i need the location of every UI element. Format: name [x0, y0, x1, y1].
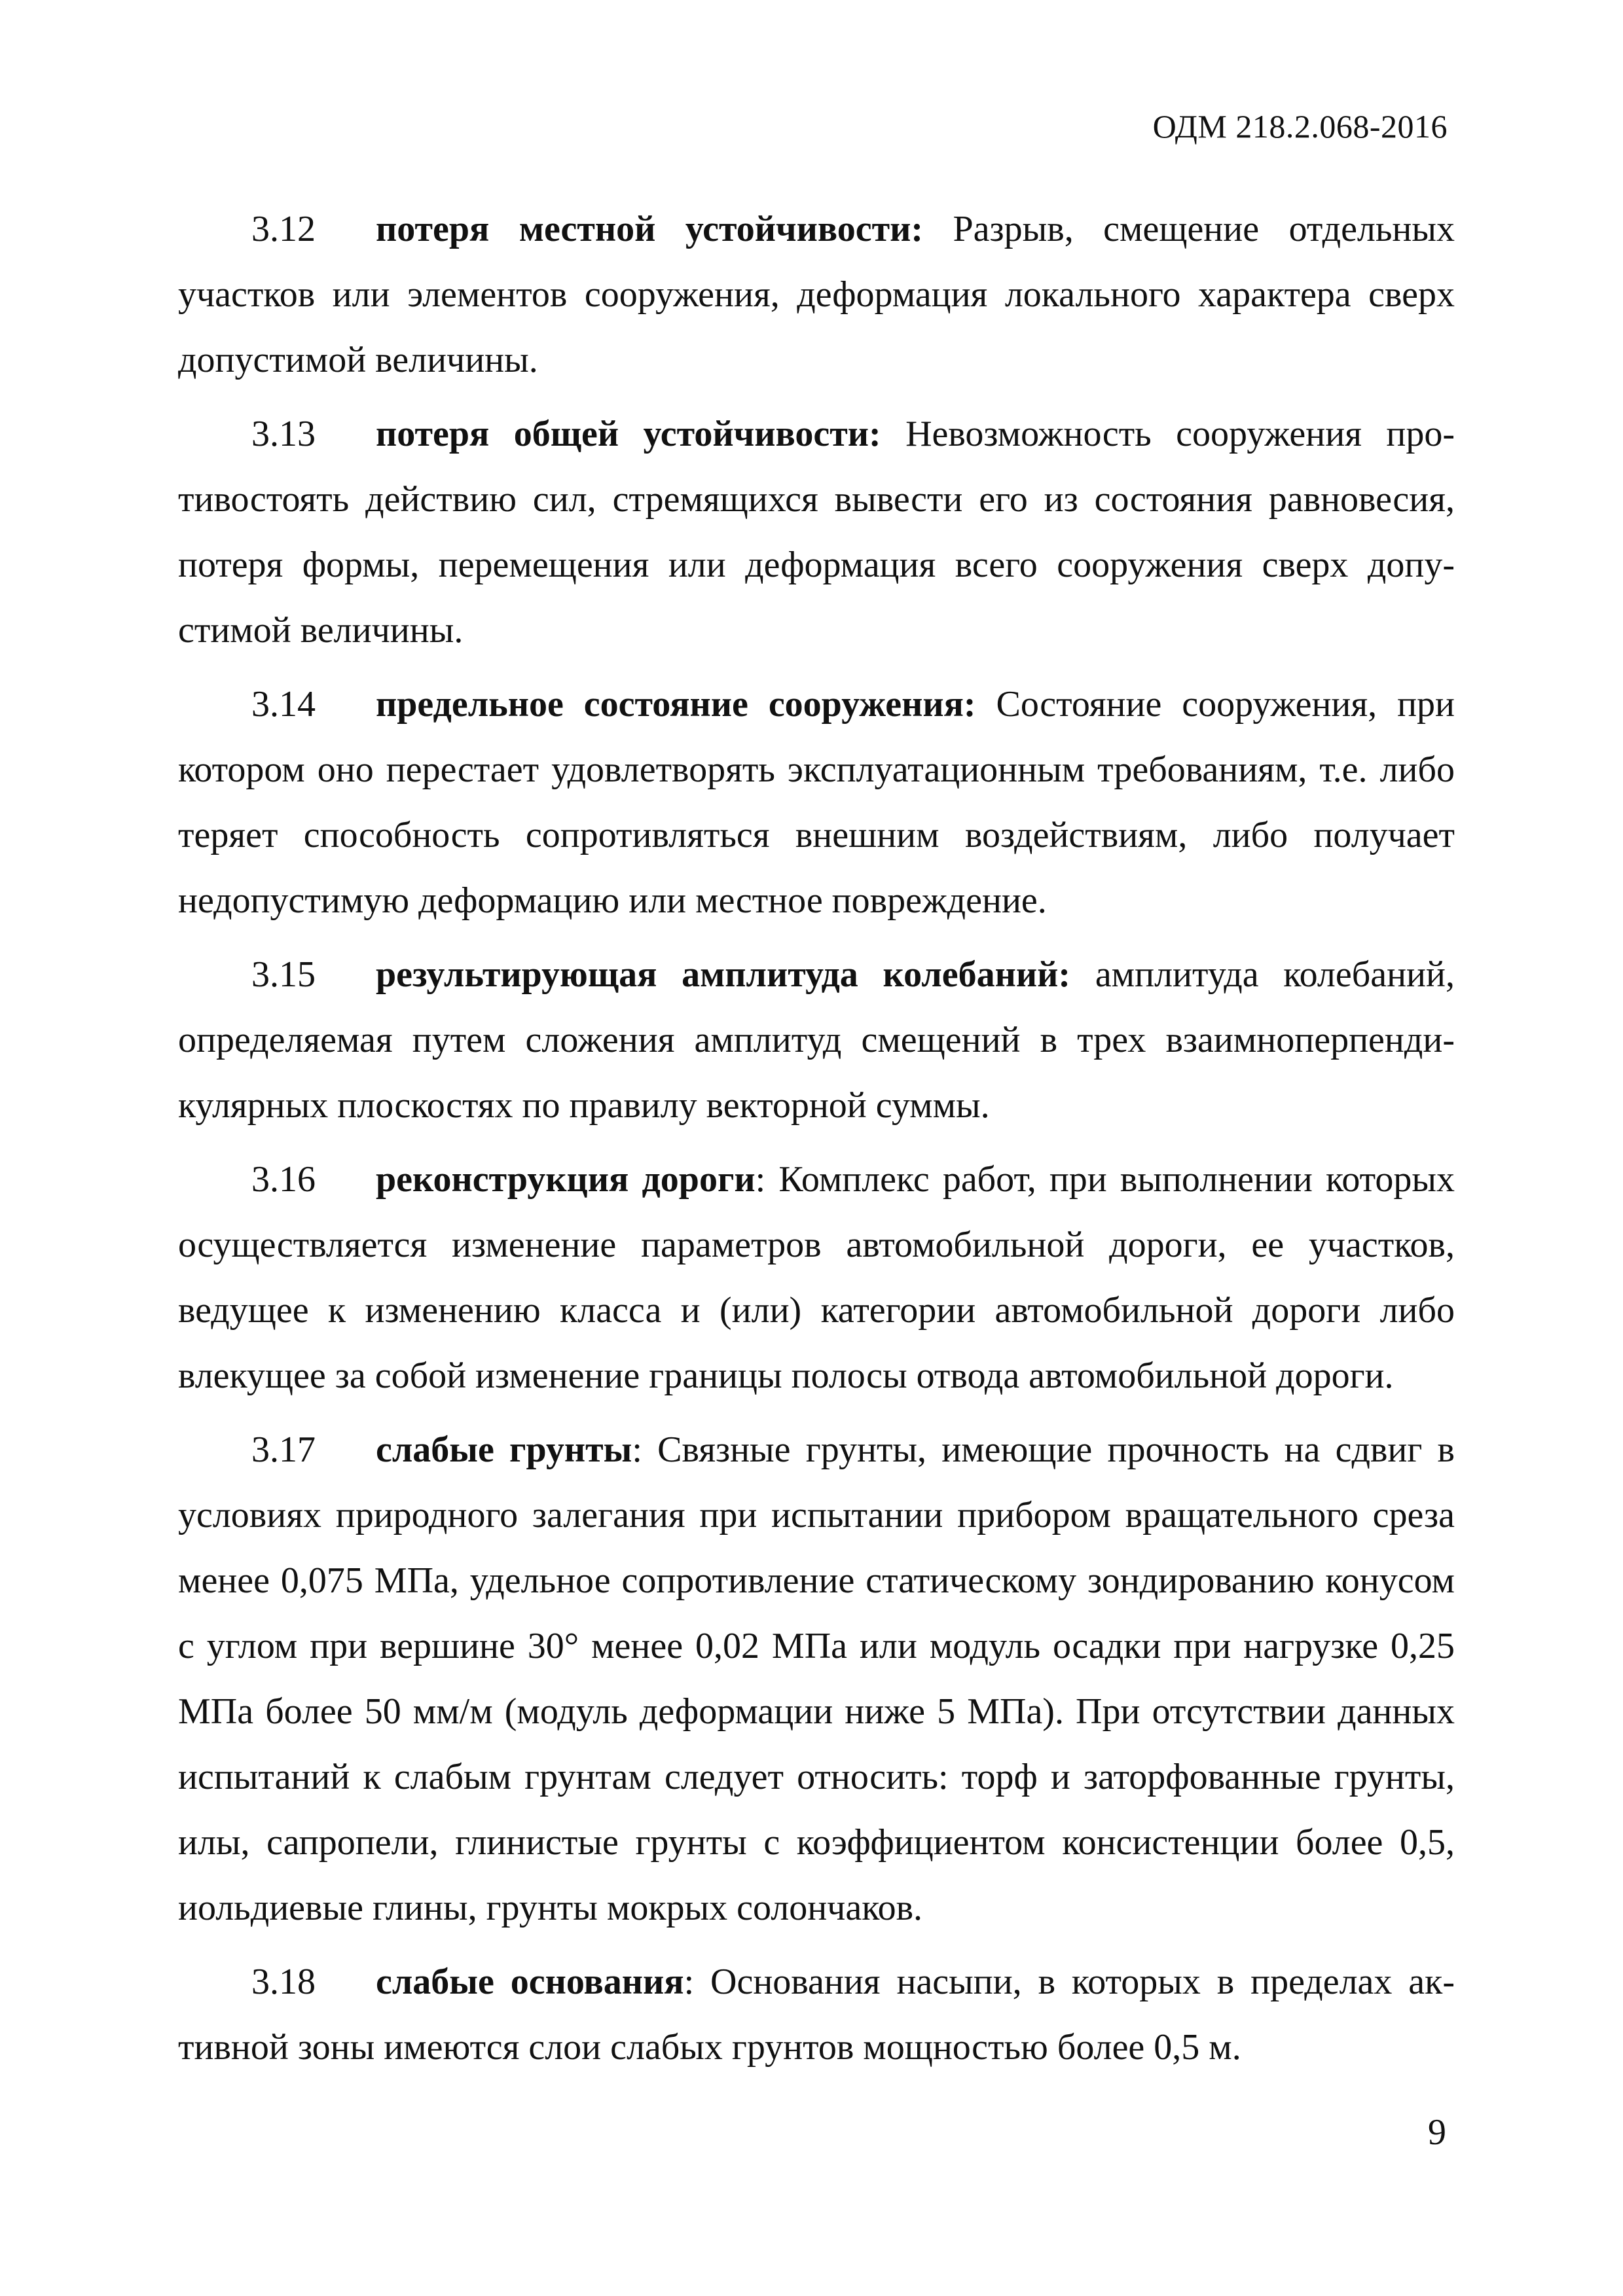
page-number: 9 — [1428, 2112, 1446, 2153]
term-name: потеря общей устойчивости: — [376, 414, 881, 454]
term-3-17 — [178, 1417, 1455, 1941]
document-body — [178, 196, 1455, 2089]
term-number: 3.18 — [251, 1962, 316, 2002]
term-number: 3.15 — [251, 954, 316, 995]
term-3-16 — [178, 1147, 1455, 1408]
term-3-18 — [178, 1949, 1455, 2080]
term-3-12 — [178, 196, 1455, 393]
term-3-13 — [178, 401, 1455, 663]
term-number: 3.13 — [251, 414, 316, 454]
term-definition: Невозможность сооружения противостоять действию сил, стремящихся вывести его из состояния равновесия, потеря формы, перемещения или деформация всего сооружения сверх допустимой величины. — [178, 414, 1455, 651]
term-number: 3.16 — [251, 1159, 316, 1200]
term-definition: : Комплекс работ, при выполнении которых осуществляется изменение параметров автомобильной дороги, ее участков, ведущее к изменению класса и (или) категории автомобильной дороги либо влекущее за собой изменение границы полосы отвода автомобильной дороги. — [178, 1159, 1455, 1396]
term-3-14 — [178, 672, 1455, 933]
term-definition: амплитуда колебаний, определяемая путем сложения амплитуд смещений в трех взаимноперпендикулярных плоскостях по правилу векторной суммы. — [178, 954, 1455, 1126]
term-number: 3.14 — [251, 684, 316, 725]
term-number: 3.17 — [251, 1429, 316, 1470]
term-name: потеря местной устойчивости: — [376, 209, 924, 249]
term-number: 3.12 — [251, 209, 316, 249]
term-definition: Состояние сооружения, при котором оно перестает удовлетворять эксплуатационным требованиям, т.е. либо теряет способность сопротивляться внешним воздействиям, либо получает недопустимую деформацию или местное повреждение. — [178, 684, 1455, 921]
term-name: слабые грунты — [376, 1429, 632, 1470]
document-code: ОДМ 218.2.068-2016 — [1152, 108, 1448, 145]
term-name: результирующая амплитуда колебаний: — [376, 954, 1071, 995]
term-name: слабые основания — [376, 1962, 684, 2002]
term-definition: : Основания насыпи, в которых в пределах активной зоны имеются слои слабых грунтов мощностью более 0,5 м. — [178, 1962, 1455, 2068]
term-3-15 — [178, 942, 1455, 1138]
term-name: предельное состояние сооружения: — [376, 684, 976, 725]
term-name: реконструкция дороги — [376, 1159, 756, 1200]
term-definition: Разрыв, смещение отдельных участков или элементов сооружения, деформация локального характера сверх допустимой величины. — [178, 209, 1455, 380]
term-definition: : Связные грунты, имеющие прочность на сдвиг в условиях природного залегания при испытании прибором вращательного среза менее 0,075 МПа, удельное сопротивление статическому зондированию конусом с углом при вершине 30° менее 0,02 МПа или модуль осадки при нагрузке 0,25 МПа более 50 мм/м (модуль деформации ниже 5 МПа). При отсутствии данных испытаний к слабым грунтам следует относить: торф и заторфованные грунты, илы, сапропели, глинистые грунты с коэффициентом консистенции более 0,5, иольдиевые глины, грунты мокрых солончаков. — [178, 1429, 1455, 1928]
